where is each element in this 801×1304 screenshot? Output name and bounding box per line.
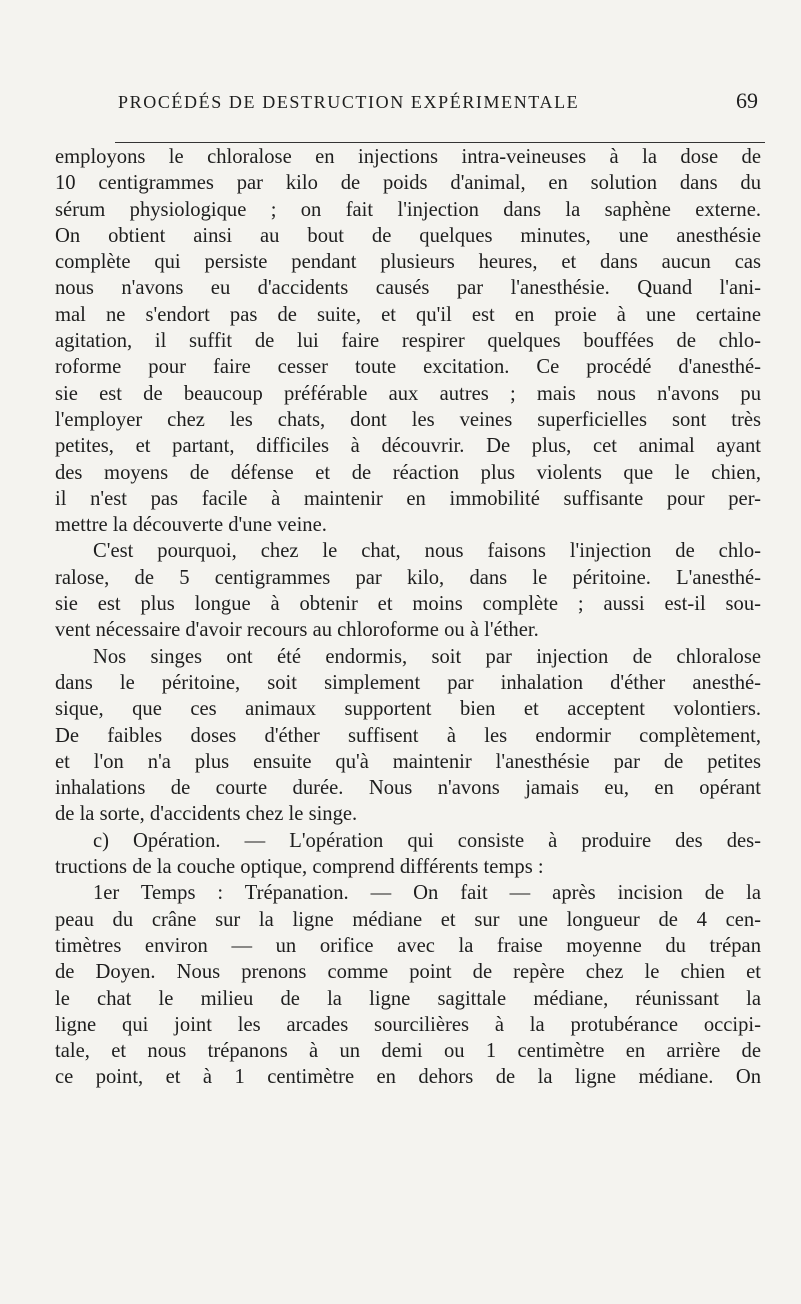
text-line: De faibles doses d'éther suffisent à les endormir complètement, — [55, 724, 761, 747]
text-line: dans le péritoine, soit simplement par inhalation d'éther anesthé- — [55, 671, 761, 694]
text-line: vent nécessaire d'avoir recours au chloroforme ou à l'éther. — [55, 619, 539, 642]
text-line: complète qui persiste pendant plusieurs heures, et dans aucun cas — [55, 251, 761, 274]
text-line: sique, que ces animaux supportent bien et acceptent volontiers. — [55, 698, 761, 721]
text-line: On obtient ainsi au bout de quelques minutes, une anesthésie — [55, 224, 761, 247]
text-line: ce point, et à 1 centimètre en dehors de la ligne médiane. On — [55, 1066, 761, 1089]
text-line: il n'est pas facile à maintenir en immobilité suffisante pour per- — [55, 487, 761, 510]
text-line: le chat le milieu de la ligne sagittale médiane, réunissant la — [55, 987, 761, 1010]
text-line: Nos singes ont été endormis, soit par injection de chloralose — [93, 645, 761, 668]
text-line: tale, et nous trépanons à un demi ou 1 centimètre en arrière de — [55, 1040, 761, 1063]
header-rule — [115, 142, 765, 143]
text-line: peau du crâne sur la ligne médiane et sur une longueur de 4 cen- — [55, 908, 761, 931]
text-line: l'employer chez les chats, dont les veines superficielles sont très — [55, 408, 761, 431]
text-line: de Doyen. Nous prenons comme point de repère chez le chien et — [55, 961, 761, 984]
text-line: tructions de la couche optique, comprend différents temps : — [55, 856, 544, 879]
text-line: ligne qui joint les arcades sourcilières à la protubérance occipi- — [55, 1013, 761, 1036]
text-line: petites, et partant, difficiles à découvrir. De plus, cet animal ayant — [55, 435, 761, 458]
body-text — [55, 144, 761, 1091]
text-line: 1er Temps : Trépanation. — On fait — après incision de la — [93, 882, 761, 905]
text-line: sie est de beaucoup préférable aux autres ; mais nous n'avons pu — [55, 382, 761, 405]
text-line: inhalations de courte durée. Nous n'avons jamais eu, en opérant — [55, 777, 761, 800]
text-line: et l'on n'a plus ensuite qu'à maintenir l'anesthésie par de petites — [55, 750, 761, 773]
text-line: c) Opération. — L'opération qui consiste à produire des des- — [93, 829, 761, 852]
text-line: 10 centigrammes par kilo de poids d'animal, en solution dans du — [55, 172, 761, 195]
text-line: employons le chloralose en injections intra-veineuses à la dose de — [55, 146, 761, 168]
text-line: agitation, il suffit de lui faire respirer quelques bouffées de chlo- — [55, 330, 761, 353]
text-line: des moyens de défense et de réaction plus violents que le chien, — [55, 461, 761, 484]
text-line: sie est plus longue à obtenir et moins complète ; aussi est-il sou- — [55, 593, 761, 616]
text-line: sérum physiologique ; on fait l'injection dans la saphène externe. — [55, 198, 761, 221]
text-line: C'est pourquoi, chez le chat, nous faisons l'injection de chlo- — [93, 540, 761, 563]
running-header — [118, 88, 758, 128]
text-line: roforme pour faire cesser toute excitation. Ce procédé d'anesthé- — [55, 356, 761, 379]
text-line: nous n'avons eu d'accidents causés par l'anesthésie. Quand l'ani- — [55, 277, 761, 300]
running-head-title: PROCÉDÉS DE DESTRUCTION EXPÉRIMENTALE — [118, 92, 580, 112]
text-line: ralose, de 5 centigrammes par kilo, dans le péritoine. L'anesthé- — [55, 566, 761, 589]
text-line: mal ne s'endort pas de suite, et qu'il est en proie à une certaine — [55, 303, 761, 326]
text-line: de la sorte, d'accidents chez le singe. — [55, 803, 358, 826]
text-line: timètres environ — un orifice avec la fraise moyenne du trépan — [55, 934, 761, 957]
page-number: 69 — [736, 88, 758, 113]
text-line: mettre la découverte d'une veine. — [55, 514, 327, 537]
